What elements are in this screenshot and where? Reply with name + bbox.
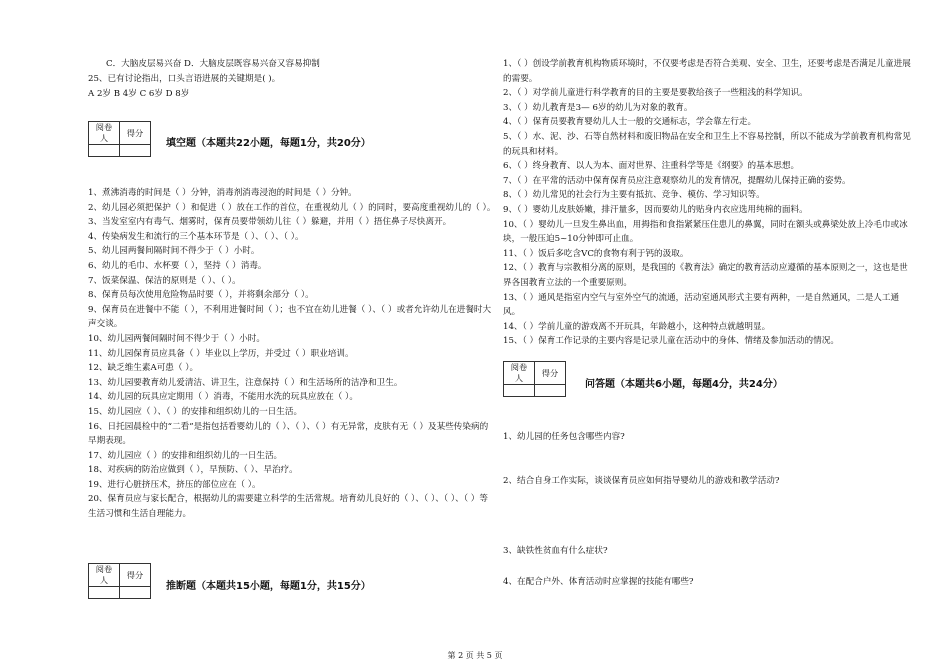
- fill-item: 7、饭菜保温、保洁的原则是（ ）、（ ）。: [88, 275, 241, 286]
- fill-item: 4、传染病发生和流行的三个基本环节是（ ）、（ ）、（ ）。: [88, 231, 304, 242]
- question-25: 25、已有讨论指出，口头言语进展的关键期是( )。: [88, 74, 281, 84]
- fill-item: 19、进行心脏挤压术，挤压的部位应在（ ）。: [88, 479, 261, 490]
- fill-item: 17、幼儿园应（ ）的安排和组织幼儿的一日生活。: [88, 450, 283, 461]
- score-label: 得分: [535, 362, 566, 385]
- fill-item: 16、日托园晨检中的“二看”是指包括看婴幼儿的（ ）、（ ）、（ ）有无异常，皮肤有无（ ）及某些传染病的早期表现。: [88, 421, 489, 447]
- judge-item: 14、（ ）学前儿童的游戏离不开玩具，年龄越小，这种特点就越明显。: [503, 321, 771, 332]
- judge-item: 11、（ ）饭后多吃含VC的食物有利于钙的汲取。: [503, 248, 689, 259]
- judge-item: 15、（ ）保育工作记录的主要内容是记录儿童在活动中的身体、情绪及参加活动的情况。: [503, 336, 839, 347]
- score-label: 得分: [120, 122, 151, 145]
- page-footer: 第 2 页 共 5 页: [447, 651, 503, 660]
- fill-item: 11、幼儿园保育员应具备（ ）毕业以上学历，并受过（ ）职业培训。: [88, 348, 354, 359]
- judge-item: 8、（ ）幼儿常见的社会行为主要有抵抗、竞争、模仿、学习知识等。: [503, 190, 765, 201]
- fill-question-list: [88, 186, 496, 522]
- score-box: [503, 361, 566, 397]
- fill-item: 13、幼儿园要教育幼儿爱清洁、讲卫生，注意保持（ ）和生活场所的洁净和卫生。: [88, 377, 403, 388]
- qa-item: 4、在配合户外、体育活动时应掌握的技能有哪些?: [503, 577, 694, 587]
- question-25-options: A 2岁 B 4岁 C 6岁 D 8岁: [88, 89, 190, 99]
- judge-item: 7、（ ）在平常的活动中保育保育员应注意观察幼儿的发育情况，提醒幼儿保持正确的姿势。: [503, 175, 851, 186]
- judge-item: 2、（ ）对学前儿童进行科学教育的目的主要是要教给孩子一些粗浅的科学知识。: [503, 88, 808, 99]
- judge-item: 9、（ ）婴幼儿皮肤娇嫩，排汗量多，因而要幼儿的贴身内衣应选用纯棉的面料。: [503, 204, 808, 215]
- score-box: [88, 121, 151, 157]
- score-label: 得分: [120, 564, 151, 587]
- reviewer-label: 阅卷人: [504, 362, 535, 385]
- qa-section-title: 问答题（本题共6小题，每题4分，共24分）: [585, 379, 783, 390]
- judge-item: 6、（ ）终身教育、以人为本、面对世界、注重科学等是《纲要》的基本思想。: [503, 161, 800, 172]
- fill-item: 3、当发室室内有毒气、烟雾时，保育员要带领幼儿往（ ）躲避，并用（ ）捂住鼻子尽快离开。: [88, 217, 452, 228]
- qa-item: 2、结合自身工作实际，谈谈保育员应如何指导婴幼儿的游戏和教学活动?: [503, 476, 780, 486]
- fill-item: 14、幼儿园的玩具应定期用（ ）消毒，不能用水洗的玩具应放在（ ）。: [88, 392, 358, 403]
- fill-item: 10、幼儿园两餐间隔时间不得少于（ ）小时。: [88, 333, 265, 344]
- fill-item: 8、保育员每次使用危险物品时要（ ），并将剩余部分（ ）。: [88, 290, 314, 301]
- judge-question-list: [503, 57, 913, 349]
- reviewer-label: 阅卷人: [89, 564, 120, 587]
- judge-item: 10、（ ）婴幼儿一旦发生鼻出血，用拇指和食指紧紧压住患儿的鼻翼，同时在额头或鼻梁处放上冷毛巾或冰块，一般压迫5~10分钟即可止血。: [503, 219, 908, 245]
- fill-item: 5、幼儿园两餐间隔时间不得少于（ ）小时。: [88, 246, 260, 257]
- fill-item: 2、幼儿园必须把保护（ ）和促进（ ）放在工作的首位，在重视幼儿（ ）的同时，要高度重视幼儿的（ ）。: [88, 202, 496, 213]
- fill-item: 1、煮沸消毒的时间是（ ）分钟，消毒剂消毒浸泡的时间是（ ）分钟。: [88, 188, 357, 198]
- judge-item: 1、（ ）创设学前教育机构物质环境时，不仅要考虑是否符合美观、安全、卫生，还要考虑是否满足儿童进展的需要。: [503, 59, 911, 84]
- fill-item: 12、缺乏维生素A可患（ ）。: [88, 363, 199, 374]
- judge-item: 3、（ ）幼儿教育是3— 6岁的幼儿为对象的教育。: [503, 102, 693, 113]
- reviewer-label: 阅卷人: [89, 122, 120, 145]
- score-box: [88, 563, 151, 599]
- judge-item: 12、（ ）教育与宗教相分离的原则，是我国的《教育法》确定的教育活动应遵循的基本原则之一，这也是世界各国教育立法的一个重要原则。: [503, 263, 908, 288]
- qa-item: 3、缺铁性贫血有什么症状?: [503, 546, 608, 556]
- fill-item: 20、保育员应与家长配合，根据幼儿的需要建立科学的生活常规。培育幼儿良好的（ ）、（ ）、（ ）、（ ）等生活习惯和生活自理能力。: [88, 494, 488, 520]
- question-24-options-cd: C．大脑皮层易兴奋 D．大脑皮层既容易兴奋又容易抑制: [106, 59, 320, 69]
- fill-item: 9、保育员在进餐中不能（ ），不利用进餐时间（ ）；也不宜在幼儿进餐（ ）、（ ）或者允许幼儿在进餐时大声交谈。: [88, 304, 492, 330]
- judge-item: 5、（ ）水、泥、沙、石等自然材料和废旧物品在安全和卫生上不容易控制，所以不能成为学前教育机构常见的玩具和材料。: [503, 131, 911, 157]
- judge-item: 4、（ ）保育员要教育婴幼儿人士一般的交通标志，学会靠左行走。: [503, 117, 757, 128]
- fill-item: 6、幼儿的毛巾、水杯要（ ），坚持（ ）消毒。: [88, 260, 267, 271]
- fill-item: 15、幼儿园应（ ）、（ ）的安排和组织幼儿的一日生活。: [88, 406, 303, 417]
- fill-section-title: 填空题（本题共22小题，每题1分，共20分）: [166, 138, 371, 149]
- judge-item: 13、（ ）通风是指室内空气与室外空气的流通，活动室通风形式主要有两种，一是自然通风，二是人工通风。: [503, 292, 900, 318]
- fill-item: 18、对疾病的防治应做到（ ），早预防、（ ）、早治疗。: [88, 465, 298, 476]
- qa-item: 1、幼儿园的任务包含哪些内容?: [503, 432, 625, 442]
- judge-section-title: 推断题（本题共15小题，每题1分，共15分）: [166, 581, 371, 592]
